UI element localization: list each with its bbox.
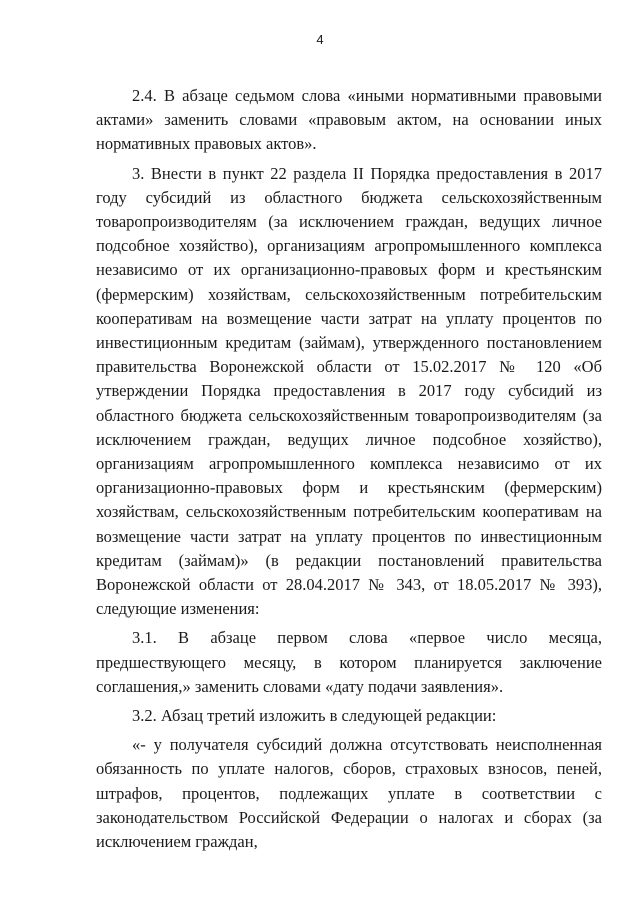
paragraph-2-4: 2.4. В абзаце седьмом слова «иными нормативными правовыми актами» заменить словами «правовым актом, на основании иных нормативных правовых актов». bbox=[96, 86, 602, 154]
paragraph-3-1: 3.1. В абзаце первом слова «первое число месяца, предшествующего месяцу, в котором планируется заключение соглашения,» заменить словами «дату подачи заявления». bbox=[96, 628, 602, 696]
paragraph-3-2: 3.2. Абзац третий изложить в следующей редакции: bbox=[132, 706, 497, 726]
document-body bbox=[96, 84, 602, 854]
page-number: 4 bbox=[316, 32, 324, 47]
paragraph-quote: «- у получателя субсидий должна отсутствовать неисполненная обязанность по уплате налогов, сборов, страховых взносов, пеней, штрафов, процентов, подлежащих уплате в соответствии с законодательством Российской Федерации о налогах и сборах (за исключением граждан, bbox=[96, 735, 602, 852]
paragraph-3: 3. Внести в пункт 22 раздела II Порядка предоставления в 2017 году субсидий из областного бюджета сельскохозяйственным товаропроизводителям (за исключением граждан, ведущих личное подсобное хозяйство), организациям агропромышленного комплекса независимо от их организационно-правовых форм и крестьянским (фермерским) хозяйствам, сельскохозяйственным потребительским кооперативам на возмещение части затрат на уплату процентов по инвестиционным кредитам (займам), утвержденного постановлением правительства Воронежской области от 15.02.2017 № 120 «Об утверждении Порядка предоставления в 2017 году субсидий из областного бюджета сельскохозяйственным товаропроизводителям (за исключением граждан, ведущих личное подсобное хозяйство), организациям агропромышленного комплекса независимо от их организационно-правовых форм и крестьянским (фермерским) хозяйствам, сельскохозяйственным потребительским кооперативам на возмещение части затрат на уплату процентов по инвестиционным кредитам (займам)» (в редакции постановлений правительства Воронежской области от 28.04.2017 № 343, от 18.05.2017 № 393), следующие изменения: bbox=[96, 163, 602, 619]
